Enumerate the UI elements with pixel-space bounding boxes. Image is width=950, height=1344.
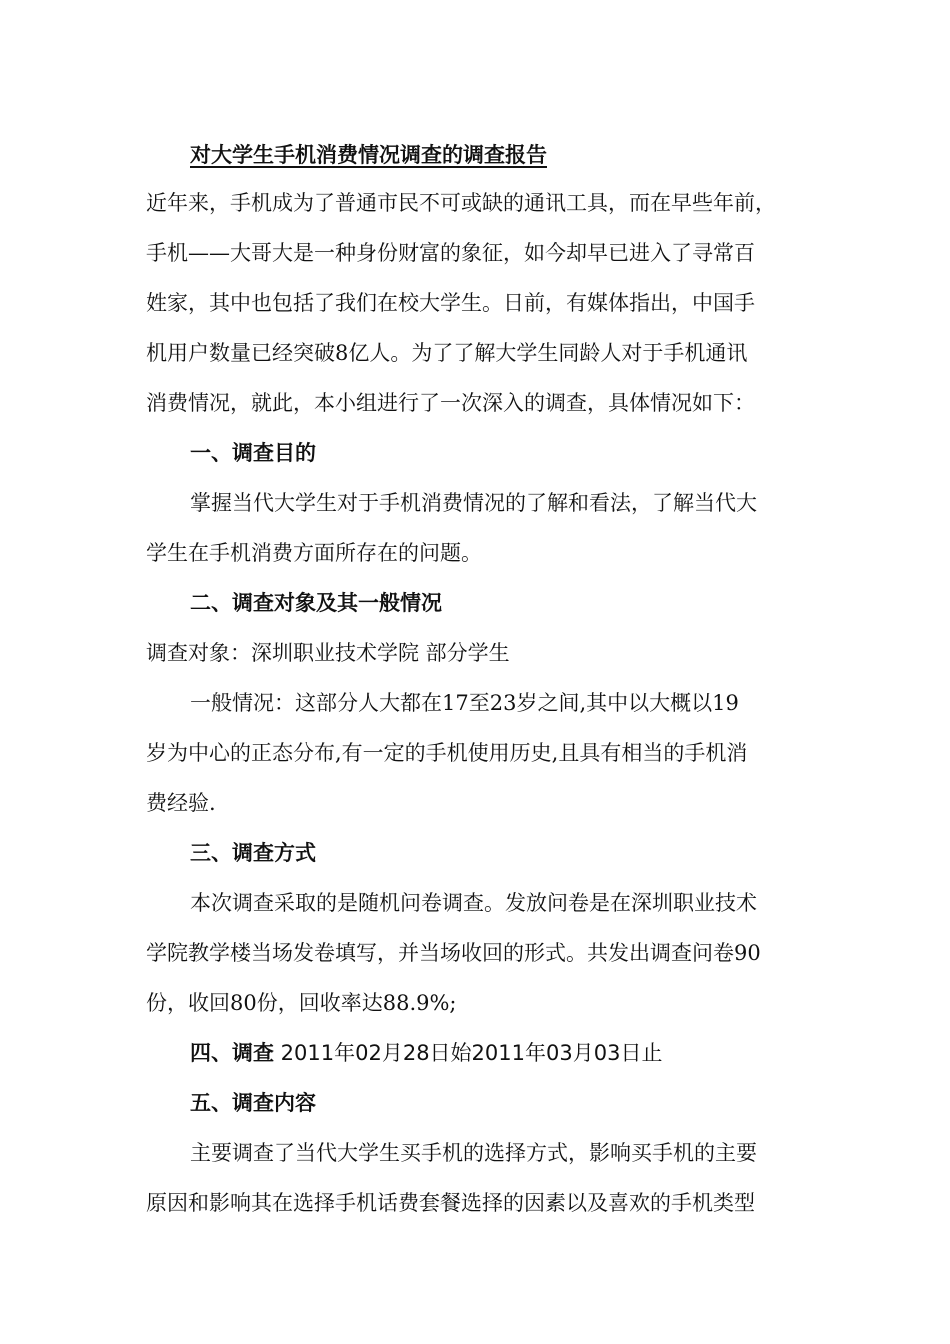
paragraph-line: 一般情况：这部分人大都在17至23岁之间,其中以大概以19 bbox=[190, 691, 739, 715]
section-purpose-paragraph bbox=[146, 478, 806, 578]
section-heading-period bbox=[146, 1028, 806, 1078]
period-heading-label: 四、调查 bbox=[190, 1041, 274, 1065]
document-body bbox=[146, 132, 806, 1228]
paragraph-line: 学院教学楼当场发卷填写，并当场收回的形式。共发出调查问卷90 bbox=[146, 941, 761, 965]
subject-line: 调查对象：深圳职业技术学院 部分学生 bbox=[146, 641, 510, 665]
intro-line: 机用户数量已经突破8亿人。为了了解大学生同龄人对于手机通讯 bbox=[146, 341, 748, 365]
paragraph-line: 本次调查采取的是随机问卷调查。发放问卷是在深圳职业技术 bbox=[190, 891, 757, 915]
paragraph-line: 掌握当代大学生对于手机消费情况的了解和看法，了解当代大 bbox=[190, 491, 757, 515]
intro-line: 姓家，其中也包括了我们在校大学生。日前，有媒体指出，中国手 bbox=[146, 291, 755, 315]
section-heading-purpose: 一、调查目的 bbox=[190, 441, 316, 465]
section-method-paragraph bbox=[146, 878, 806, 1028]
period-heading-dates: 2011年02月28日始2011年03月03日止 bbox=[274, 1041, 663, 1065]
intro-line: 消费情况，就此，本小组进行了一次深入的调查，具体情况如下： bbox=[146, 391, 755, 415]
intro-line: 近年来，手机成为了普通市民不可或缺的通讯工具，而在早些年前， bbox=[146, 191, 776, 215]
paragraph-line: 份，收回80份，回收率达88.9%; bbox=[146, 991, 457, 1015]
paragraph-line: 岁为中心的正态分布,有一定的手机使用历史,且具有相当的手机消 bbox=[146, 741, 748, 765]
paragraph-line: 费经验. bbox=[146, 791, 216, 815]
section-heading-method: 三、调查方式 bbox=[190, 841, 316, 865]
section-heading-subjects: 二、调查对象及其一般情况 bbox=[190, 591, 442, 615]
paragraph-line: 学生在手机消费方面所存在的问题。 bbox=[146, 541, 482, 565]
section-content-paragraph bbox=[146, 1128, 806, 1228]
paragraph-line: 原因和影响其在选择手机话费套餐选择的因素以及喜欢的手机类型 bbox=[146, 1191, 755, 1215]
intro-line: 手机——大哥大是一种身份财富的象征，如今却早已进入了寻常百 bbox=[146, 241, 755, 265]
paragraph-line: 主要调查了当代大学生买手机的选择方式，影响买手机的主要 bbox=[190, 1141, 757, 1165]
section-heading-content: 五、调查内容 bbox=[190, 1091, 316, 1115]
section-subjects-paragraph bbox=[146, 678, 806, 828]
intro-paragraph bbox=[146, 178, 806, 428]
document-title: 对大学生手机消费情况调查的调查报告 bbox=[190, 143, 547, 167]
